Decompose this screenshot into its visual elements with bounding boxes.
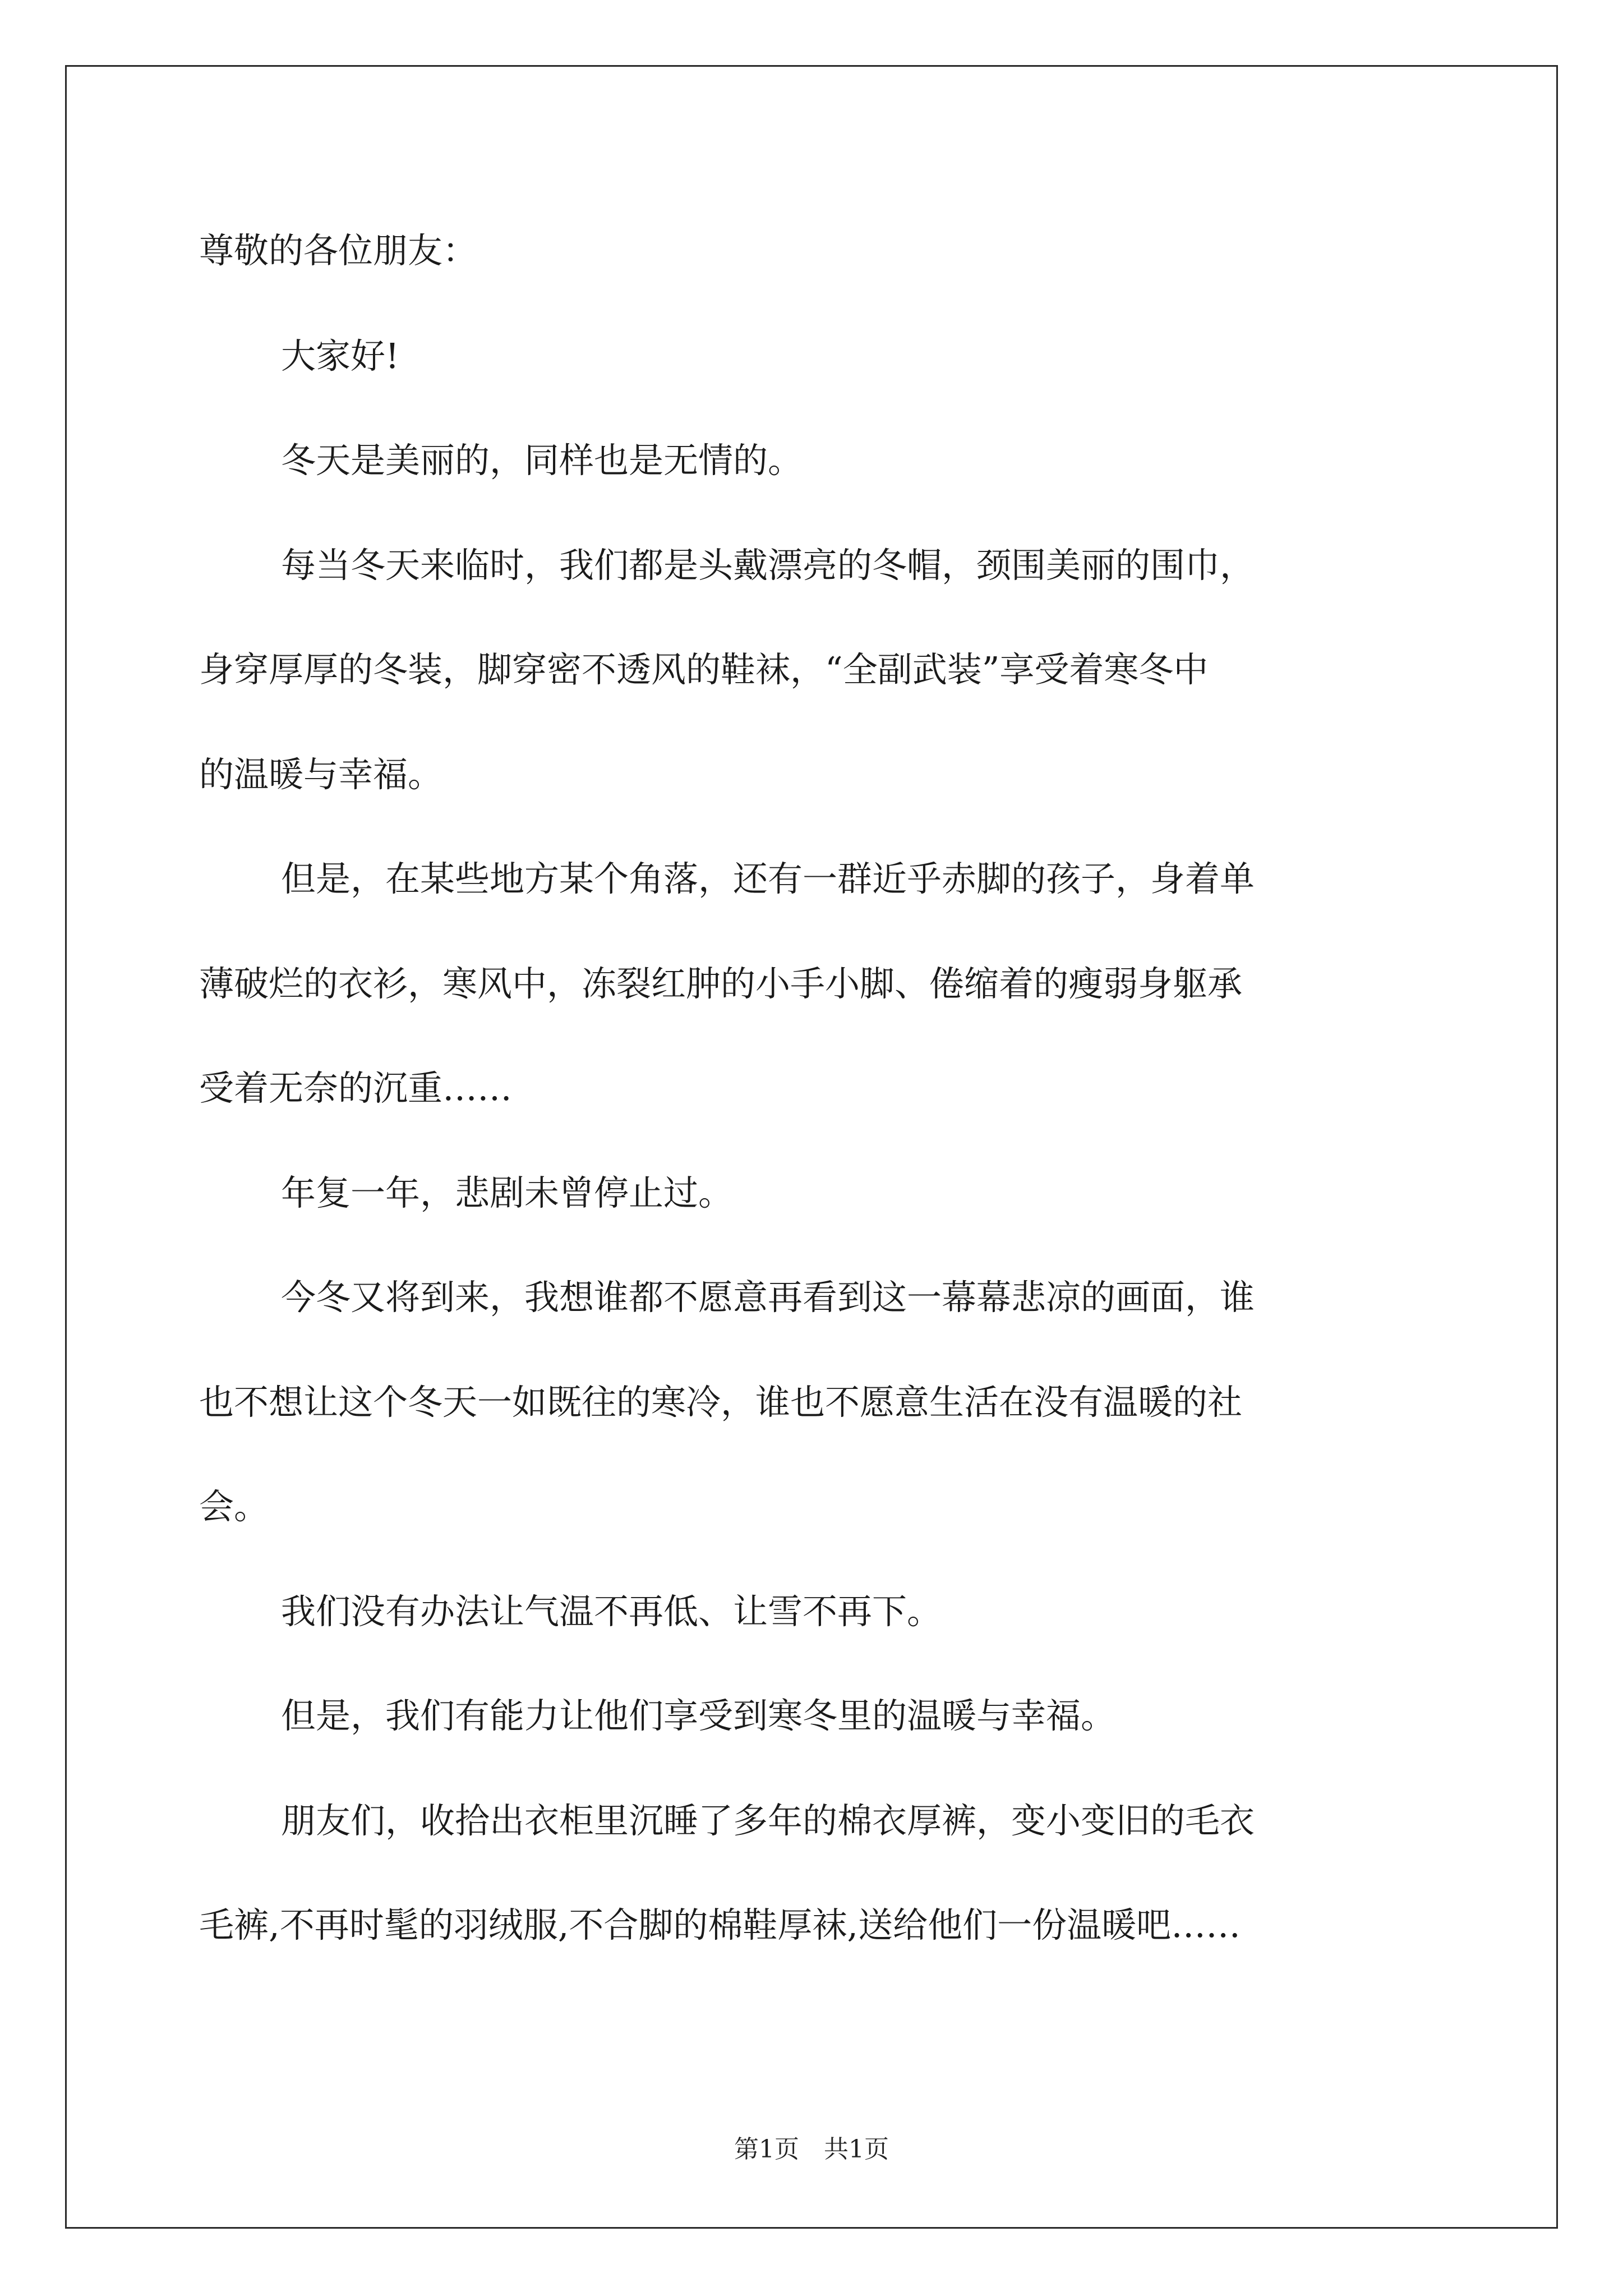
paragraph-line: 但是，我们有能力让他们享受到寒冬里的温暖与幸福。 bbox=[281, 1695, 1116, 1736]
paragraph-line: 受着无奈的沉重…… bbox=[199, 1068, 513, 1108]
paragraph-line: 也不想让这个冬天一如既往的寒冷，谁也不愿意生活在没有温暖的社 bbox=[199, 1382, 1243, 1423]
paragraph-line: 我们没有办法让气温不再低、让雪不再下。 bbox=[281, 1591, 942, 1632]
paragraph-line: 年复一年，悲剧未曾停止过。 bbox=[281, 1172, 734, 1213]
page-number-footer: 第1页 共1页 bbox=[734, 2135, 889, 2164]
paragraph-line: 冬天是美丽的，同样也是无情的。 bbox=[281, 440, 803, 481]
paragraph-line: 毛裤,不再时髦的羽绒服,不合脚的棉鞋厚袜,送给他们一份温暖吧…… bbox=[199, 1904, 1241, 1945]
paragraph-line: 但是，在某些地方某个角落，还有一群近乎赤脚的孩子，身着单 bbox=[281, 858, 1255, 899]
paragraph-line: 会。 bbox=[199, 1486, 269, 1527]
greeting: 大家好! bbox=[281, 335, 399, 376]
paragraph-line: 今冬又将到来，我想谁都不愿意再看到这一幕幕悲凉的画面，谁 bbox=[281, 1277, 1255, 1318]
paragraph-line: 每当冬天来临时，我们都是头戴漂亮的冬帽，颈围美丽的围巾， bbox=[281, 545, 1255, 586]
paragraph-line: 身穿厚厚的冬装，脚穿密不透风的鞋袜，“全副武装”享受着寒冬中 bbox=[199, 649, 1209, 690]
paragraph-line: 薄破烂的衣衫，寒风中，冻裂红肿的小手小脚、倦缩着的瘦弱身躯承 bbox=[199, 963, 1243, 1004]
paragraph-line: 朋友们，收拾出衣柜里沉睡了多年的棉衣厚裤，变小变旧的毛衣 bbox=[281, 1800, 1255, 1841]
salutation: 尊敬的各位朋友： bbox=[199, 230, 478, 271]
paragraph-line: 的温暖与幸福。 bbox=[199, 754, 443, 795]
